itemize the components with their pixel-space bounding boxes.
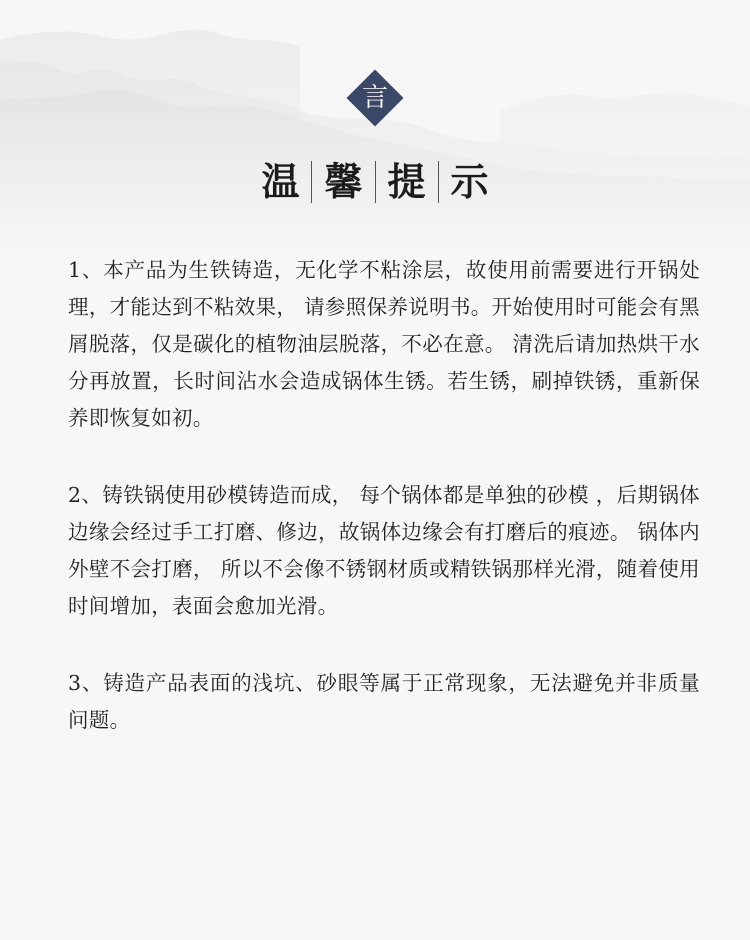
notice-paragraph-2: 2、铸铁锅使用砂模铸造而成， 每个锅体都是单独的砂模 ，后期锅体边缘会经过手工打磨、修边，故锅体边缘会有打磨后的痕迹。 锅体内外壁不会打磨， 所以不会像不锈钢材质或精铁锅那样光滑，随着使用时间增加，表面会愈加光滑。 (68, 483, 700, 618)
title-char-3: 提 (387, 159, 426, 204)
ink-mountain-background (0, 0, 750, 260)
notice-paragraph-3: 3、铸造产品表面的浅坑、砂眼等属于正常现象，无法避免并非质量问题。 (68, 671, 700, 732)
title-char-4: 示 (450, 159, 489, 204)
page-title (0, 157, 750, 207)
badge-char: 言 (361, 83, 388, 113)
title-char-2: 馨 (324, 159, 363, 204)
notice-paragraph-1: 1、本产品为生铁铸造，无化学不粘涂层，故使用前需要进行开锅处理，才能达到不粘效果， 请参照保养说明书。开始使用时可能会有黑屑脱落，仅是碳化的植物油层脱落，不必在意。 清洗后请加热烘干水分再放置，长时间沾水会造成锅体生锈。若生锈，刷掉铁锈，重新保养即恢复如初。 (68, 258, 700, 430)
title-char-1: 温 (261, 159, 300, 204)
notice-content (68, 252, 700, 779)
title-badge (347, 70, 403, 126)
